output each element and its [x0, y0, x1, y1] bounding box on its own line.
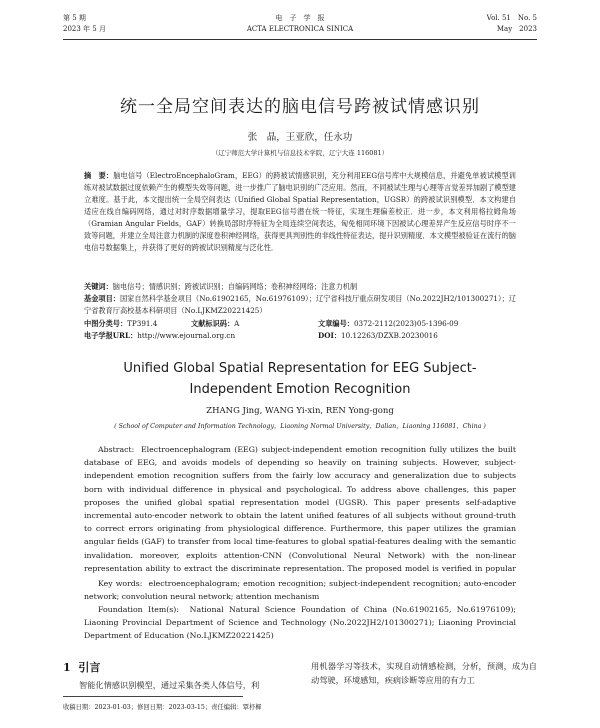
abstract-cn [84, 170, 516, 280]
fund-cn-label: 基金项目： [84, 294, 121, 303]
issue-date: 2023 年 5 月 [63, 25, 106, 33]
header-rule [63, 39, 537, 40]
abstract-en [84, 443, 516, 575]
section-heading [63, 659, 100, 675]
keywords-cn-text: 脑电信号；情感识别；跨被试识别；自编码网络；卷积神经网络；注意力机制 [112, 282, 358, 291]
keywords-cn-label: 关键词： [84, 282, 113, 291]
header-right [487, 13, 537, 35]
keywords-en-label: Key words: [98, 579, 143, 588]
authors-cn: 张 晶，王亚欣，任永功 [247, 132, 353, 143]
fund-cn [84, 293, 516, 317]
body-column-left: 智能化情感识别模型，通过采集各类人体信号，利 [79, 680, 260, 690]
fund-en-text: National Natural Science Foundation of China (No.61902165, No.61976109); Liaoning Provincial Department of Science and Technology (No.2022JH2/101300271); Liaoning Provincial Department of Education (No.LJKMZ20221425) [84, 605, 516, 641]
journal-name-en: ACTA ELECTRONICA SINICA [246, 25, 354, 33]
journal-url[interactable]: 电子学报URL：http://www.ejournal.org.cn [84, 331, 236, 340]
abstract-cn-label: 摘 要： [84, 171, 114, 180]
issue-date-en: May 2023 [496, 25, 537, 33]
running-header [63, 13, 537, 43]
abstract-cn-text: 脑电信号（ElectroEncephaloGram，EEG）的跨被试情感识别，充分利用EEG信号库中大规模信息，并避免单被试模型训练对被试数据过度依赖产生的模型失效等问题，进一步推广了脑电识别的广泛应用。然而，不同被试生理与心理等言觉差异加剧了模型建立难度。基于此，本文提出统一全局空间表达（Unified Global Spatial Representation，UGSR）的跨被试识别模型．本文构建自适应在线自编码网络，通过对时序数据增量学习，提取EEG信号潜在统一特征，实现生理偏差校正．进一步，本文利用格拉姆角场（Gramian Angular Fields，GAF）转换局部时序特征为全局连续空间表达，匈免相同环境下因被试心理差异产生反应信号时序不一致等问题，并建立全局注意力机制的深度卷积神经网络，获得更具判别性的非线性特征表达，提升识别精度．本文模型被验证在流行的脑电信号数据集上，并获得了更好的跨被试识别精度与泛化性． [84, 171, 516, 252]
abstract-en-text: Electroencephalogram (EEG) subject-independent emotion recognition fully utilizes the built database of EEG, and avoids models of depending so heavily on training subjects. However, subject-independent emotion recognition suffers from the fairly low accuracy and generalization due to subjects born with individual difference in physical and psychological. To address above challenges, this paper proposes the unified global spatial representation model (UGSR). This paper presents self-adaptive incremental auto-encoder network to obtain the latent unified features of all subjects without ground-truth to correct errors originating from physiological difference. Furthermore, this paper utilizes the gramian angular fields (GAF) to transfer from local time-features to global spatial-features dealing with the semantic invalidation. moreover, exploits attention-CNN (Convolutional Neural Network) with the non-linear representation ability to extract the discriminate representation. The proposed model is verified in popular [84, 445, 516, 573]
section-number: 1 [63, 661, 71, 674]
affiliation-cn: （辽宁师范大学计算机与信息技术学院，辽宁大连 116081） [211, 149, 389, 157]
body-column-right: 用机器学习等技术，实现自动情感检测，分析，预测，成为自动驾驶，环境感知，疾病诊断等应用的有力工 [311, 661, 537, 685]
journal-name-cn: 电 子 学 报 [275, 14, 325, 22]
issue-number: 第 5 期 [63, 14, 86, 22]
fund-cn-text: 国家自然科学基金项目（No.61902165，No.61976109）；辽宁省科技厅重点研发项目（No.2022JH2/101300271）；辽宁省教育厅高校基本科研项目（No.LJKMZ20221425） [84, 294, 516, 315]
paper-title-en: Unified Global Spatial Representation for EEG Subject-Independent Emotion Recognition [123, 361, 477, 397]
document-code: 文献标识码：A [191, 319, 240, 328]
paper-title-cn: 统一全局空间表达的脑电信号跨被试情感识别 [120, 97, 480, 117]
affiliation-en: ( School of Computer and Information Technology，Liaoning Normal University，Dalian，Liaoning 116081，China ) [114, 423, 486, 430]
abstract-en-label: Abstract: [98, 445, 135, 454]
fund-en [84, 603, 516, 643]
article-number: 文章编号：0372-2112(2023)05-1396-09 [318, 319, 459, 328]
doi[interactable]: DOI：10.12263/DZXB.20230016 [318, 331, 438, 340]
keywords-cn [84, 281, 516, 293]
header-center [63, 13, 537, 35]
clc-number: 中图分类号：TP391.4 [84, 319, 158, 328]
authors-en: ZHANG Jing, WANG Yi-xin, REN Yong-gong [206, 406, 394, 416]
section-title: 引言 [78, 661, 101, 674]
fund-en-label: Foundation Item(s): [98, 605, 179, 614]
footnote: 收稿日期：2023-01-03；修回日期：2023-03-15；责任编辑：覃杼樨 [63, 704, 262, 711]
keywords-en [84, 577, 516, 603]
keywords-en-text: electroencephalogram; emotion recognition; subject-independent recognition; auto-encoder network; convolution neural network; attention mechanism [84, 579, 516, 602]
footnote-rule [63, 696, 243, 697]
volume-info: Vol. 51 No. 5 [486, 14, 537, 22]
